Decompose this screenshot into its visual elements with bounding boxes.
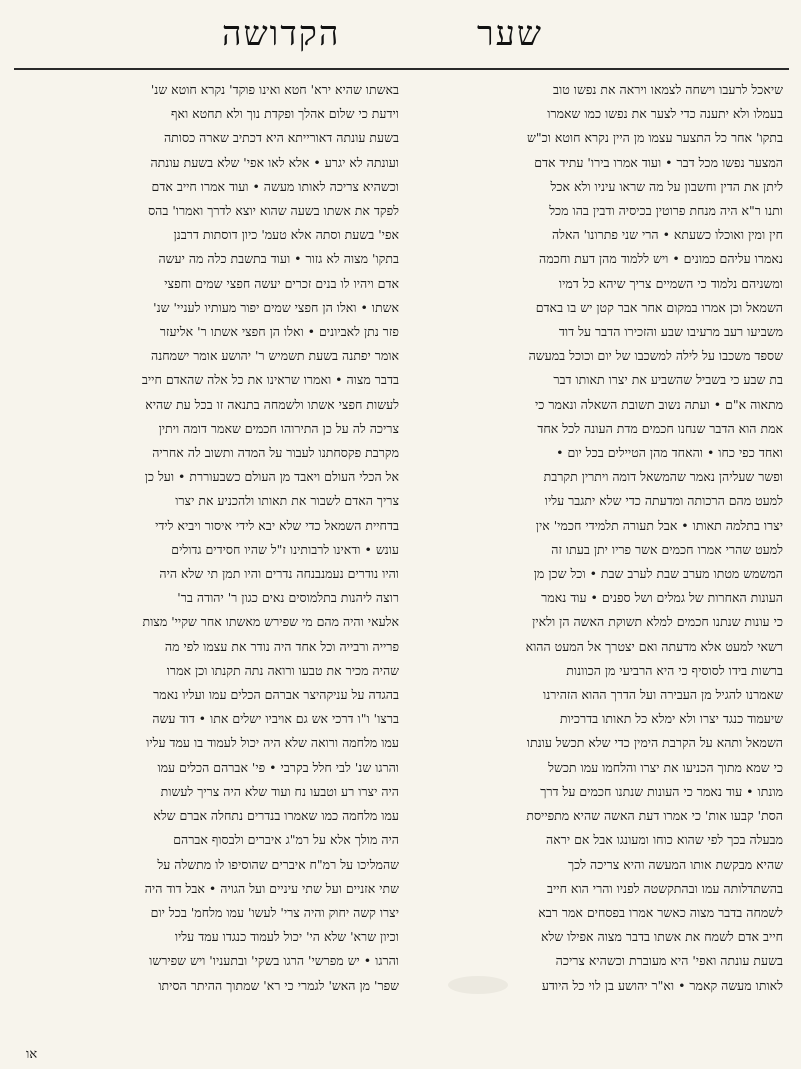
left-column (14, 78, 399, 1044)
left-column-text: באשתו שהיא ירא' חטא ואינו פוקד' נקרא חוטא שנ' וידעת כי שלום אהלך ופקדת נוך ולא תחטא ואף בשעת עונתה דאורייתא היא דכתיב שארה כסותה ועונתה לא יגרע • אלא לאו אפי' שלא בשעת עונתה וכשהיא צריכה לאותו מעשה • ועוד אמרו חייב אדם לפקד את אשתו בשעה שהוא יוצא לדרך ואמרו' בהס אפי' בשעת וסתה אלא טעמ' כיון דוסתות דרבנן בתקו' מצוה לא גזור • ועוד בתשבת כלה מה יעשה אדם ויהיו לו בנים זכרים יעשה חפצי שמים וחפצי אשתו • ואלו הן חפצי שמים יפור מעותיו לעניי' שנ' פזר נתן לאביונים • ואלו הן חפצי אשתו ר' אליעזר אומר יפתנה בשעת תשמיש ר' יהושע אומר ישמחנה בדבר מצוה • ואמרו שראינו את כל אלה שהאדם חייב לעשות חפצי אשתו ולשמחה בתנאה זו בכל עת שהיא צריכה לה על כן התירוהו חכמים שאמר דומה ויתין מקרבת פקסחתנו לעבור על המדה ותשוב לה אחריה אל הכלי העולם ויאבד מן העולם כשבעוררת • ועל כן צריך האדם לשבור את תאותו ולהכניע את יצרו בדחיית השמאל כדי שלא יבא לידי איסור ויביא לידי עונש • ודאינו לרבותינו ז"ל שהיו חסידים גדולים והיו נודרים נעמנבנחה נדרים והיו תמן תי שלא היה רוצה ליהנות בתלמוסים נאים כגון ר' יהודה בר' אלעאי והיה מהם מי שפירש מאשתו אחר שקיי' מצות פרייה ורבייה וכל אחד היה נודר את עצמו לפי מה שהיה מכיר את טבעו ורואה נתה תקנתו וכן אמרו בהגדה על עניקהיצר אברהם הכלים עמו ועליו נאמר ברצו' ו"ו דרכי אש גם אויביו ישלים אתו • דוד עשה עמו מלחמה ורואה שלא היה יכול לעמוד בו עמד עליו והרגו שנ' לבי חלל בקרבי • פי' אברהם הכלים עמו היה יצרו רע וטבעו נח ועוד שלא היה צריך לעשות עמו מלחמה כמו שאמרו בנדרים נתחלה אברם שלא היה מולך אלא על רמ"ג איברים ולבסוף אברהם שהמליכו על רמ"ח איברים שהוסיפו לו מתשלה על שתי אזניים ועל שתי עיניים ועל הגויה • אבל דוד היה יצרו קשה יחוק והיה צרי' לעשו' עמו מלחמ' בכל יום וכיון שרא' שלא הי' יכול לעמוד כנגדו עמד עליו והרגו • יש מפרשי' הרגו בשקי' ובתעניו' ויש שפירשו שפר' מן האש' לגמרי כי רא' שמתוך ההיתר הסיתו (141, 82, 399, 993)
right-column (398, 78, 783, 1044)
header-rule (14, 68, 789, 70)
running-head (0, 10, 801, 70)
running-head-left: הקדושה (222, 14, 341, 54)
right-column-text: שיאכל לרעבו וישחה לצמאו ויראה את נפשו טוב בעמלו ולא יתענה כדי לצער את נפשו כמו שאמרו בתקו' אחר כל התצער עצמו מן היין נקרא חוטא וכ"ש המצער נפשו מכל דבר • ועוד אמרו בירו' עתיד אדם ליתן את הדין וחשבון על מה שראו עיניו ולא אכל ותנו ר"א היה מנחת פרוטין בכיסיה ודבין בהו מכל חין ומין ואוכלו כשעתא • הרי שני פתרונו' האלה נאמרו עליהם כמונים • ויש ללמוד מהן דעת וחכמה ומשניהם נלמוד כי השמיים צריך שיהא כל דמיו השמאל וכן אמרו במקום אחר אבר קטן יש בו באדם משביעו רעב מרעיבו שבע והזכירו הדבר על דוד שספד משכבו על לילה למשכבו של יום וכוכל במעשה בת שבע כי בשביל שהשביע את יצרו תאותו דבר מתאוה א"ם • ועתה נשוב תשובת השאלה ונאמר כי אמת הוא הדבר שנחנו חכמים מדת העונה לכל אחד ואחד כפי כחו • והאחד מהן הטיילים בכל יום • ופשר שעליהן נאמר שהמשאל דומה ויתרין תקרבת למעט מהם הרכותה ומדעתה כדי שלא יתגבר עליו יצרו בתלמה תאותו • אבל תעורה תלמידי חכמי' אין למעט שהרי אמרו חכמים אשר פריו יתן בעתו זה המשמש מטתו מערב שבת לערב שבת • וכל שכן מן העונות האחרות של גמלים ושל ספנים • עוד נאמר כי עונות שנתנו חכמים למלא תשוקת האשה הן ולאין רשאי למעט אלא מדעתה ואם יצטרך אל המעט ההוא ברשות בידו לסוסיף כי היא הרביעי מן הכוונות שאמרנו להגיל מן העבירה ועל הדרך ההוא הזהירנו שיעמוד כנגד יצרו ולא ימלא כל תאותו בדרכיות השמאל ותהא על הקרבת הימין כדי שלא תכשל עונתו כי שמא מתוך הכניעו את יצרו והלחמו עמו תכשל מונתו • עוד נאמר כי העונות שנתנו חכמים על דרך הסת' קבעו אות' כי אמרו דעת האשה שהיא מתפייסת מבעלה בכך לפי שהוא כוחו ומעונגו אבל אם יראה שהיא מבקשת אותו המעשה והיא צריכה לכך בהשתדלותה עמו ובהתקשטה לפניו והרי הוא חייב לשמחה בדבר מצוה כאשר אמרו בפסחים אמר רבא חייב אדם לשמח את אשתו בדבר מצוה אפילו שלא בשעת עונתה ואפי' היא מעוברת וכשהיא צריכה לאותו מעשה קאמר • וא"ר יהושע בן לוי כל היודע (525, 82, 783, 993)
paper-stain (448, 976, 508, 994)
running-head-right: שער (476, 14, 543, 54)
catchword: או (26, 1047, 38, 1062)
